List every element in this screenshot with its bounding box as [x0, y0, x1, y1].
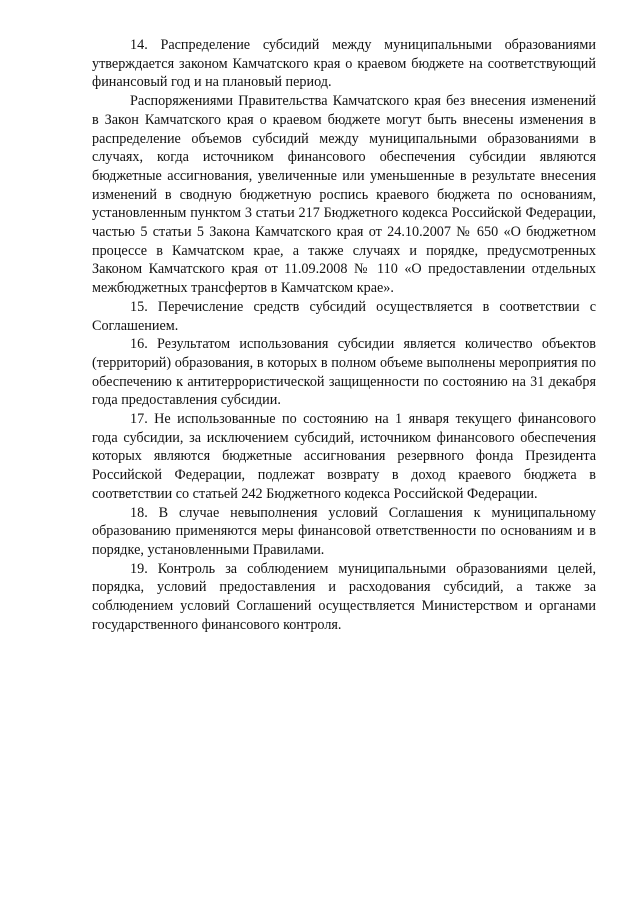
paragraph-16: 16. Результатом использования субсидии является количество объектов (территорий) образования, в которых в полном объеме выполнены мероприятия по обеспечению к антитеррористической защищенности по состоянию на 31 декабря года предоставления субсидии.: [92, 336, 596, 409]
paragraph-17: 17. Не использованные по состоянию на 1 января текущего финансового года субсидии, за исключением субсидий, источником финансового обеспечения которых являются бюджетные ассигнования резервного фонда Президента Российской Федерации, подлежат возврату в доход краевого бюджета в соответствии со статьей 242 Бюджетного кодекса Российской Федерации.: [92, 411, 596, 502]
paragraph-18: 18. В случае невыполнения условий Соглашения к муниципальному образованию применяются меры финансовой ответственности по основаниям и в порядке, установленными Правилами.: [92, 504, 596, 558]
paragraph-14: 14. Распределение субсидий между муниципальными образованиями утверждается законом Камчатского края о краевом бюджете на соответствующий финансовый год и на плановый период.: [92, 37, 596, 91]
document-body: [92, 36, 596, 635]
paragraph-14-continuation: Распоряжениями Правительства Камчатского края без внесения изменений в Закон Камчатского края о краевом бюджете могут быть внесены изменения в распределение объемов субсидий между муниципальными образованиями в случаях, когда источником финансового обеспечения субсидии являются бюджетные ассигнования, увеличенные или уменьшенные в результате внесения изменений в сводную бюджетную роспись краевого бюджета по основаниям, установленным пунктом 3 статьи 217 Бюджетного кодекса Российской Федерации, частью 5 статьи 5 Закона Камчатского края от 24.10.2007 № 650 «О бюджетном процессе в Камчатском крае, а также случаях и порядке, предусмотренных Законом Камчатского края от 11.09.2008 № 110 «О предоставлении отдельных межбюджетных трансфертов в Камчатском крае».: [92, 93, 596, 297]
paragraph-19: 19. Контроль за соблюдением муниципальными образованиями целей, порядка, условий предоставления и расходования субсидий, а также за соблюдением условий Соглашений осуществляется Министерством и органами государственного финансового контроля.: [92, 560, 596, 633]
paragraph-15: 15. Перечисление средств субсидий осуществляется в соответствии с Соглашением.: [92, 298, 596, 334]
